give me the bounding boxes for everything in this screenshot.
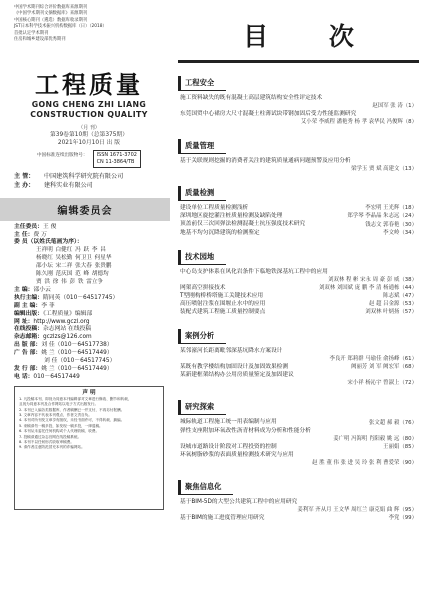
declaration-title: 声 明 [82, 389, 96, 396]
article-title: 建设单位工程质量检测浅析 [180, 205, 249, 212]
article-authors: 赵国军 张 涛（1） [372, 103, 417, 110]
ad-dept-row: 广 告 部：姚 兰（010－64517449） [14, 350, 113, 357]
serial-label: 中国标准连续出版物号： [37, 153, 88, 159]
distribution-row: 发 行 部：姚 兰（010－64517449） [14, 365, 113, 372]
article-title: 东莞国贸中心裙房大尺寸混凝土柱薄试块带钢加固后受力性能监测研究 [180, 111, 357, 118]
declaration-line: 1. 凡投稿本刊，即视为同意本刊编辑部对文章进行修改、删节和转载， [19, 396, 132, 401]
article-title: 设城市道路设计阶段对工程投资的控制 [180, 443, 277, 450]
toc-section [178, 70, 419, 126]
sponsor-row: 主 管： 中国建筑科学研究院有限公司 [14, 173, 124, 181]
article-authors: 陈志斌（47） [383, 292, 417, 299]
article-authors: 张文超 郝 毅（76） [368, 419, 417, 426]
article-entry[interactable] [178, 284, 419, 292]
declaration-line: 9. 请作者注意防范冒充本刊的诈骗网站。 [19, 445, 85, 450]
indexing-line: 首批认定学术期刊 [14, 30, 49, 36]
editorial-board-heading: 编辑委员会 [0, 198, 170, 221]
host-row: 主 办： 建科实业有限公司 [14, 182, 93, 190]
journal-frequency: （月 刊） [78, 124, 100, 131]
issn: ISSN 1671-3702 [96, 152, 137, 159]
website-row: 网 址：http://www.gczl.org [14, 318, 90, 325]
article-entry[interactable] [178, 212, 419, 220]
journal-title-pinyin: GONG CHENG ZHI LIANG [31, 100, 147, 110]
article-authors: 姜广明 冯海明 肖阳毅 姚 远（80） [333, 435, 417, 442]
director-row: 主任委员：王 俊 [14, 223, 57, 230]
organizations [14, 173, 164, 190]
article-authors: 梁学玉 贾 斌 高建文（13） [351, 166, 417, 173]
article-title: 中心岛支护体系在风化岩条件下临地铁深基坑工程中的应用 [180, 268, 328, 275]
declaration-line: 6. 本刊从未委托任何机构或个人代理收稿、收费。 [19, 429, 100, 434]
section-heading: 案例分析 [178, 329, 226, 344]
indexing-line: 中国学术期刊综合评价数据库来源期刊 [14, 5, 88, 10]
article-entry[interactable] [178, 347, 419, 363]
article-entry[interactable] [178, 498, 419, 514]
article-title: 装配式建筑工程施工质量控制要点 [180, 309, 266, 316]
indexing-list [14, 5, 164, 43]
article-entry[interactable] [178, 110, 419, 126]
issue-date: 2021年10月10日 出 版 [57, 140, 121, 147]
article-title: 网架高空拼接技术 [180, 284, 226, 291]
email-link[interactable]: gczlzs@126.com [43, 334, 92, 341]
article-entry[interactable] [178, 308, 419, 316]
article-title: 某既有教学楼结构加固设计及加固效果检测 [180, 364, 289, 371]
toc-title-rule [178, 60, 419, 63]
toc-section [178, 244, 419, 316]
journal-title-english: CONSTRUCTION QUALITY [30, 110, 148, 120]
declaration-line: 7. 投稿请通过杂志官网在线投稿系统。 [19, 434, 82, 439]
website-link[interactable]: http://www.gczl.org [33, 318, 90, 325]
article-authors: 赵 超 吕金源（53） [368, 301, 417, 308]
member-names: 王祥明 白健红 冯 跃 李 昌 [36, 247, 106, 254]
declaration-line: 3. 文章内容不代表本刊观点，作者文责自负。 [19, 412, 92, 417]
article-title: 深圳地区旋挖灌注桩质量检测及缺陷处理 [180, 213, 283, 220]
declaration-line: 8. 本刊不以任何形式收取审稿费。 [19, 440, 74, 444]
chief-editor-row: 主 编：邵小云 [14, 286, 51, 293]
article-authors: 赵 胜 董 伟 张 进 吴 玲 张 利 曹爱荣（90） [312, 459, 417, 466]
section-heading: 研究探索 [178, 400, 226, 415]
article-entry[interactable] [178, 363, 419, 371]
article-title: 环氧树脂砂浆的表面质量检测技术研究与应用 [180, 451, 294, 458]
article-entry[interactable] [178, 418, 419, 426]
article-authors: 钱志文 郭春艳（30） [365, 221, 417, 228]
indexing-line: 住房和城乡建设部优秀期刊 [14, 37, 66, 43]
online-submit-link[interactable]: 杂志网站 在线投稿 [43, 326, 92, 333]
article-entry[interactable] [178, 371, 419, 387]
members-label: 委 员（以姓氏笔画为序）： [14, 239, 83, 246]
journal-logo: 工程质量 [35, 70, 143, 100]
article-authors: 刘双林 叶炳扬（57） [365, 309, 417, 316]
article-authors: 刘双林 程 彬 宋永 周 豪 彭 威（38） [328, 276, 417, 283]
section-heading: 工程安全 [178, 76, 226, 91]
article-authors: 姜利军 齐从月 王文华 周红兰 康克娟 曲 辉（95） [297, 506, 417, 513]
article-title: 某邻濠河长距离毗邻深基坑降水方案设计 [180, 348, 283, 355]
article-entry[interactable] [178, 514, 419, 522]
table-of-contents [170, 0, 427, 597]
article-entry[interactable] [178, 451, 419, 467]
article-authors: 李宏明 王光辉（18） [365, 205, 417, 212]
article-entry[interactable] [178, 443, 419, 451]
section-heading: 聚焦信息化 [178, 480, 233, 495]
phone-row: 电 话：010－64517449 [14, 373, 80, 380]
article-authors: 李文岭（34） [383, 229, 417, 236]
article-entry[interactable] [178, 427, 419, 443]
email-row: 杂志邮箱：gczlzs@126.com [14, 334, 92, 341]
article-authors: 李良开 郑莉群 马瑜佳 俞扬峰（61） [329, 356, 417, 363]
member-names: 贾 洪 徐 伟 彭 铁 雷立争 [36, 278, 104, 285]
article-authors: 艾小荣 李威程 潘艳秀 杨 孝 袁华民 冯俊辉（8） [300, 119, 417, 126]
declaration-box [14, 386, 164, 510]
publishing-dept-row: 出 版 部：刘 佳（010－64517738） [14, 342, 113, 349]
section-heading: 质量检测 [178, 186, 226, 201]
article-authors: 王丽娟（85） [383, 443, 417, 450]
article-entry[interactable] [178, 157, 419, 173]
editorial-board [14, 224, 164, 382]
article-entry[interactable] [178, 229, 419, 237]
member-names: 邵小坛 宋二祥 张大春 张贵鹏 [36, 263, 112, 270]
toc-section [178, 133, 419, 173]
section-heading: 质量管理 [178, 139, 226, 154]
declaration-line: 4. 本刊对所刊发文章享有版权，未经书面许可，不得转载、摘编。 [19, 418, 125, 423]
deputy-editor-row: 副 主 编：李 菲 [14, 302, 55, 309]
article-entry[interactable] [178, 300, 419, 308]
article-authors: 宋小祥 杨沁宇 曾淑上（72） [347, 380, 417, 387]
publisher-row: 编辑出版：《工程质量》编辑部 [14, 310, 93, 317]
online-submit-row: 在线投稿：杂志网站 在线投稿 [14, 326, 92, 333]
article-entry[interactable] [178, 268, 419, 284]
article-entry[interactable] [178, 94, 419, 110]
issn-box [93, 150, 141, 168]
declaration-line: 5. 来稿请勿一稿多投，如发现一稿多投，一律退稿。 [19, 423, 103, 428]
toc-title: 目 次 [243, 22, 380, 51]
article-authors: 李党（99） [388, 514, 417, 521]
article-title: 基于BIM的施工进度管理应用研究 [180, 514, 265, 521]
serial-number-row [14, 150, 164, 168]
masthead-column [0, 0, 170, 597]
article-title: 基于BIM-5D的大型公共建筑工程中的应用研究 [180, 498, 298, 505]
indexing-line: 《中国学术期刊文摘数据库》来源期刊 [14, 11, 88, 17]
article-title: 城际轨道工程施工统一用表编制与应用 [180, 419, 277, 426]
toc-section [178, 474, 419, 522]
article-title: 基于关联规则挖掘的消费者关注的建筑质量通病问题预警及应用分析 [180, 158, 351, 165]
toc-section [178, 394, 419, 466]
article-title: 地基不均匀沉降建筑的检测鉴定 [180, 229, 260, 236]
article-title: T型刚构桥桥塔施工关键技术应用 [180, 292, 264, 299]
indexing-line: 中国核心期刊（遴选）数据库收录期刊 [14, 17, 88, 23]
issue-number: 第39卷第10期（总第375期） [50, 131, 128, 138]
article-authors: 刘双林 刘国斌 庞 鹏 李 清 杨通栋（44） [318, 284, 417, 291]
article-title: 顶盖前仅三次回弹法检测混凝土抗压强度技术研究 [180, 221, 306, 228]
article-entry[interactable] [178, 292, 419, 300]
declaration-line: 2. 本刊已入编各类数据库，作者稿酬已一并支付，不再另付报酬。 [19, 407, 125, 412]
declaration-line: 且视为同意本刊及合作网站以电子方式出版发行。 [19, 402, 99, 407]
cn-number: CN 11-3864/TB [96, 159, 135, 166]
section-heading: 技术园地 [178, 250, 226, 265]
article-title: 高压喷射注浆在围堰止水中的应用 [180, 300, 266, 307]
article-entry[interactable] [178, 204, 419, 212]
ad-dept-row-2: 刘 佳（010－64517745） [44, 358, 116, 365]
article-title: 某新建框架结构办公用房质量鉴定及加固建议 [180, 372, 294, 379]
article-title: 施工资料缺失的既有混凝土高层建筑结构安全性评定技术 [180, 95, 323, 101]
article-authors: 郑学琴 李晶晶 朱志远（24） [347, 213, 417, 220]
member-names: 杨晓红 吴松勤 何卫卫 何星华 [36, 255, 112, 262]
board-chair-row: 主 任：费 万 [14, 231, 47, 238]
article-title: 弹性支座附加环氧改性沥青材料成为分析和性能分析 [180, 427, 311, 434]
toc-section [178, 323, 419, 387]
indexing-line: JST日本科学技术振兴机构数据库（日）（2018） [14, 24, 107, 30]
article-authors: 阙丽芳 刘 军 阙宏军（68） [351, 364, 417, 371]
article-entry[interactable] [178, 220, 419, 228]
toc-section [178, 180, 419, 236]
member-names: 陈久刚 范庆国 范 峰 胡德均 [36, 271, 109, 278]
executive-editor-row: 执行主编：隋同英（010－64517745） [14, 294, 119, 301]
